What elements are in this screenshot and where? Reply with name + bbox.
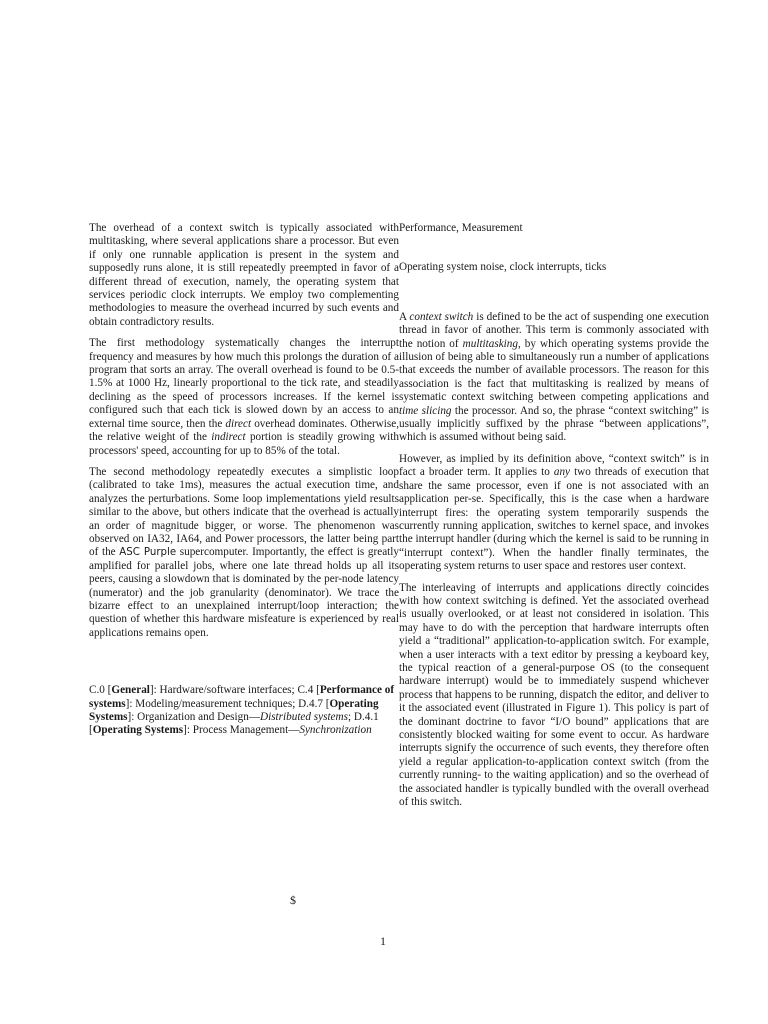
emphasis-any: any — [553, 466, 571, 479]
emphasis-context-switch: context switch — [409, 310, 474, 323]
text-run: overhead dominates. Otherwise, the relative weight of the — [89, 417, 399, 444]
text-run: ]: Modeling/measurement techniques; D.4.7 [ — [125, 697, 330, 710]
intro-paragraph-1 — [399, 311, 709, 445]
abstract-paragraph-2 — [89, 337, 399, 458]
emphasis-time-slicing: time slicing — [399, 404, 452, 417]
text-run: is defined to be the act of suspending one execution thread in favor of another. This term is commonly associated with the notion of — [399, 310, 709, 350]
category-bold: Operating Systems — [89, 697, 379, 723]
ccs-categories — [89, 684, 399, 738]
abstract-paragraph-3 — [89, 466, 399, 640]
category-italic: Synchronization — [299, 724, 372, 737]
text-run: A — [399, 310, 410, 323]
category-bold: Operating Systems — [92, 724, 184, 737]
text-run: ]: Organization and Design— — [127, 711, 261, 723]
text-run: ]: Hardware/software interfaces; C.4 [ — [149, 684, 320, 697]
category-bold: General — [111, 684, 150, 697]
page-number: 1 — [380, 934, 386, 948]
intro-paragraph-3: The interleaving of interrupts and applications directly coincides with how context switching is defined. Yet the associated overhead is usually overlooked, or at least not considered in isolation. This may have to do with the perception that hardware interrupts often yield a “traditional” application-to-application switch. For example, when a user interacts with a text editor by pressing a keyboard key, the typical reaction of a general-purpose OS (to the consequent hardware interrupt) would be to immediately suspend whichever process that happens to be running, dispatch the editor, and deliver to it the associated event (illustrated in Figure 1). This policy is part of the dominant doctrine to favor “I/O bound” applications that are consistently blocked waiting for some event to occur. As hardware interrupts signify the occurrence of such events, they therefore often yield a regular application-to-application context switch (from the currently running- to the waiting application) and so the overhead of the associated handler is typically bundled with the overall overhead of this switch. — [399, 581, 709, 809]
category-bold: Performance of systems — [89, 684, 395, 710]
text-run: , by which operating systems provide the illusion of being able to simultaneously run a number of applications that exceeds the number of available processors. The reason for this association is the fact that multitasking is realized by means of systematic context switching between competing applications and — [399, 337, 709, 404]
intro-paragraph-2 — [399, 453, 709, 574]
text-run: The first methodology systematically changes the interrupt frequency and measures by how much this prolongs the duration of a program that sorts an array. The overall overhead is found to be 0.5-1.5% at 1000 Hz, linearly proportional to the tick rate, and steadily declining as the speed of processors increases. If the kernel is configured such that each tick is slowed down by an access to an external time source, then the — [89, 337, 399, 430]
asc-purple-name: ASC Purple — [119, 547, 177, 559]
category-italic: Distributed systems — [260, 711, 348, 723]
text-run: the processor. And so, the phrase “context switching” is usually implicitly suffixed by the phrase “between applications”, which is assumed without being said. — [399, 404, 710, 444]
text-run: ; D.4.1 [ — [89, 711, 379, 737]
dollar-sign: $ — [290, 893, 296, 907]
text-run: two threads of execution that share the same processor, even if one is not associated with an application per-se. Specifically, this is the case when a hardware interrupt fires: the operating system temporarily suspends the currently running application, switches to kernel space, and invokes the interrupt handler (during which the kernel is said to be running in “interrupt context”). When the handler finally terminates, the operating system returns to user space and restores user context. — [399, 466, 709, 573]
text-run: C.0 [ — [89, 684, 112, 697]
general-terms: Performance, Measurement — [399, 222, 523, 234]
text-run: However, as implied by its definition above, “context switch” is in fact a broader term. It applies to — [399, 452, 709, 479]
emphasis-multitasking: multitasking — [462, 337, 518, 350]
emphasis-direct: direct — [225, 417, 252, 430]
keywords: Operating system noise, clock interrupts, ticks — [399, 261, 607, 274]
left-column — [89, 222, 399, 746]
text-run: portion is steadily growing with processors' speed, accounting for up to 85% of the total. — [89, 431, 399, 457]
text-run: ]: Process Management— — [183, 724, 300, 737]
right-column — [399, 222, 709, 817]
text-run: supercomputer. Importantly, the effect is greatly amplified for parallel jobs, where one late thread holds up all its peers, causing a slowdown that is dominated by the per-node latency (numerator) and the job granularity (denominator). We trace the bizarre effect to an unexplained interrupt/loop interaction; the question of whether this hardware misfeature is experienced by real applications remains open. — [89, 546, 399, 639]
text-run: The second methodology repeatedly executes a simplistic loop (calibrated to take 1ms), measures the actual execution time, and analyzes the perturbations. Some loop implementations yield results similar to the above, but others indicate that the overhead is actually an order of magnitude bigger, or worse. The phenomenon was observed on IA32, IA64, and Power processors, the latter being part of the — [89, 465, 399, 559]
abstract-paragraph-1: The overhead of a context switch is typically associated with multitasking, where several applications share a processor. But even if only one runnable application is present in the system and supposedly runs alone, it is still repeatedly preempted in favor of a different thread of execution, namely, the operating system that services periodic clock interrupts. We employ two complementing methodologies to measure the overhead incurred by such events and obtain contradictory results. — [89, 222, 399, 328]
emphasis-indirect: indirect — [211, 431, 246, 444]
